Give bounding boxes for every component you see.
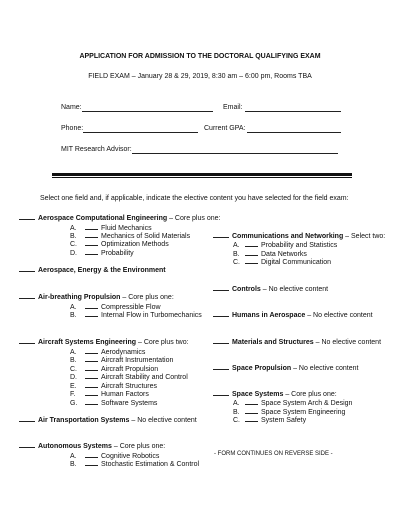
form-subtitle: FIELD EXAM – January 28 & 29, 2019, 8:30 am – 6:00 pm, Rooms TBA <box>88 73 312 80</box>
field-humans <box>213 310 373 320</box>
field-space-propulsion <box>213 363 358 373</box>
continues-note: - FORM CONTINUES ON REVERSE SIDE - <box>214 451 333 457</box>
option-label: Stochastic Estimation & Control <box>101 461 200 468</box>
field-checkbox[interactable] <box>213 310 229 317</box>
option-letter: D. <box>70 374 77 381</box>
option-letter: D. <box>70 250 77 257</box>
field-suffix: – Core plus two: <box>136 339 189 346</box>
option-checkbox[interactable] <box>85 302 98 309</box>
option-label: Cognitive Robotics <box>101 453 160 460</box>
field-title: Materials and Structures <box>232 339 314 346</box>
field-title: Air-breathing Propulsion <box>38 294 121 301</box>
option-checkbox[interactable] <box>245 407 258 414</box>
option-letter: C. <box>233 259 240 266</box>
field-suffix: – Core plus one: <box>120 294 174 301</box>
name-label: Name: <box>61 104 82 111</box>
option-checkbox[interactable] <box>85 239 98 246</box>
email-label: Email: <box>223 104 243 111</box>
option-label: Software Systems <box>101 400 158 407</box>
option-letter: A. <box>70 349 77 356</box>
field-checkbox[interactable] <box>213 284 229 291</box>
option-label: Aircraft Stability and Control <box>101 374 188 381</box>
field-title: Aerospace, Energy & the Environment <box>38 267 166 274</box>
field-checkbox[interactable] <box>213 231 229 238</box>
field-title: Controls <box>232 286 261 293</box>
field-checkbox[interactable] <box>19 292 35 299</box>
field-aero-energy <box>19 265 166 275</box>
option-label: Data Networks <box>261 251 307 258</box>
field-suffix: – Core plus one: <box>111 443 166 450</box>
gpa-field[interactable] <box>247 132 341 133</box>
option-checkbox[interactable] <box>245 257 258 264</box>
field-suffix: – No elective content <box>305 312 373 319</box>
field-checkbox[interactable] <box>19 337 35 344</box>
option-checkbox[interactable] <box>85 231 98 238</box>
option-letter: A. <box>233 242 240 249</box>
gpa-label: Current GPA: <box>204 125 246 132</box>
field-suffix: – No elective content <box>291 365 359 372</box>
field-title: Space Systems <box>232 391 284 398</box>
option-checkbox[interactable] <box>85 451 98 458</box>
option-checkbox[interactable] <box>245 249 258 256</box>
field-title: Space Propulsion <box>232 365 292 372</box>
field-title: Air Transportation Systems <box>38 417 130 424</box>
option-checkbox[interactable] <box>85 459 98 466</box>
option-checkbox[interactable] <box>85 347 98 354</box>
field-title: Autonomous Systems <box>38 443 112 450</box>
field-suffix: – Select two: <box>343 233 386 240</box>
option-letter: B. <box>233 409 240 416</box>
field-air-transportation <box>19 415 197 425</box>
field-suffix: – No elective content <box>260 286 329 293</box>
phone-label: Phone: <box>61 125 84 132</box>
phone-field[interactable] <box>83 132 198 133</box>
field-suffix: – Core plus one: <box>283 391 337 398</box>
option-checkbox[interactable] <box>245 398 258 405</box>
option-checkbox[interactable] <box>85 364 98 371</box>
field-title: Aerospace Computational Engineering <box>38 215 168 222</box>
field-materials <box>213 337 381 347</box>
option-checkbox[interactable] <box>85 310 98 317</box>
option-checkbox[interactable] <box>85 223 98 230</box>
option-checkbox[interactable] <box>85 389 98 396</box>
option-label: Human Factors <box>101 391 149 398</box>
option-letter: B. <box>70 233 77 240</box>
email-field[interactable] <box>245 111 341 112</box>
field-suffix: – No elective content <box>129 417 197 424</box>
option-label: Aircraft Structures <box>101 383 158 390</box>
option-label: Space System Engineering <box>261 409 346 416</box>
advisor-field[interactable] <box>132 153 338 154</box>
option-letter: C. <box>70 241 77 248</box>
option-label: Internal Flow in Turbomechanics <box>101 312 202 319</box>
option-label: Optimization Methods <box>101 241 169 248</box>
field-title: Humans in Aerospace <box>232 312 306 319</box>
field-suffix: – No elective content <box>313 339 382 346</box>
option-letter: A. <box>70 225 77 232</box>
field-suffix: – Core plus one: <box>167 215 221 222</box>
elective-option <box>70 398 157 408</box>
advisor-label: MIT Research Advisor: <box>61 146 132 153</box>
option-label: Space System Arch & Design <box>261 400 353 407</box>
field-checkbox[interactable] <box>19 415 35 422</box>
name-field[interactable] <box>82 111 213 112</box>
option-label: Digital Communication <box>261 259 332 266</box>
option-letter: A. <box>70 304 77 311</box>
elective-option <box>233 257 331 267</box>
option-letter: B. <box>70 312 77 319</box>
elective-option <box>70 459 199 469</box>
option-letter: C. <box>233 417 240 424</box>
field-checkbox[interactable] <box>19 441 35 448</box>
option-label: Probability <box>101 250 134 257</box>
form-title: APPLICATION FOR ADMISSION TO THE DOCTORAL QUALIFYING EXAM <box>79 53 321 60</box>
elective-option <box>70 248 134 258</box>
field-title: Communications and Networking <box>232 233 344 240</box>
elective-option <box>70 310 202 320</box>
option-checkbox[interactable] <box>85 372 98 379</box>
option-letter: B. <box>233 251 240 258</box>
option-label: Compressible Flow <box>101 304 161 311</box>
option-label: Aircraft Propulsion <box>101 366 159 373</box>
option-letter: E. <box>70 383 77 390</box>
option-label: Aerodynamics <box>101 349 146 356</box>
field-checkbox[interactable] <box>19 213 35 220</box>
option-checkbox[interactable] <box>85 355 98 362</box>
option-checkbox[interactable] <box>245 240 258 247</box>
divider-thin <box>52 177 352 178</box>
option-label: Aircraft Instrumentation <box>101 357 174 364</box>
option-letter: A. <box>70 453 77 460</box>
option-letter: B. <box>70 461 77 468</box>
divider-thick <box>52 173 352 176</box>
option-letter: C. <box>70 366 77 373</box>
field-checkbox[interactable] <box>213 389 229 396</box>
field-checkbox[interactable] <box>213 337 229 344</box>
field-controls <box>213 284 328 294</box>
option-label: Probability and Statistics <box>261 242 338 249</box>
option-checkbox[interactable] <box>85 381 98 388</box>
option-checkbox[interactable] <box>85 248 98 255</box>
option-label: Fluid Mechanics <box>101 225 152 232</box>
field-checkbox[interactable] <box>19 265 35 272</box>
option-letter: G. <box>70 400 78 407</box>
option-letter: B. <box>70 357 77 364</box>
option-label: System Safety <box>261 417 307 424</box>
option-letter: F. <box>70 391 76 398</box>
instruction-text: Select one field and, if applicable, indicate the elective content you have selected for the field exam: <box>40 195 349 202</box>
option-checkbox[interactable] <box>85 398 98 405</box>
field-checkbox[interactable] <box>213 363 229 370</box>
option-label: Mechanics of Solid Materials <box>101 233 191 240</box>
field-title: Aircraft Systems Engineering <box>38 339 137 346</box>
elective-option <box>233 415 306 425</box>
option-letter: A. <box>233 400 240 407</box>
option-checkbox[interactable] <box>245 415 258 422</box>
